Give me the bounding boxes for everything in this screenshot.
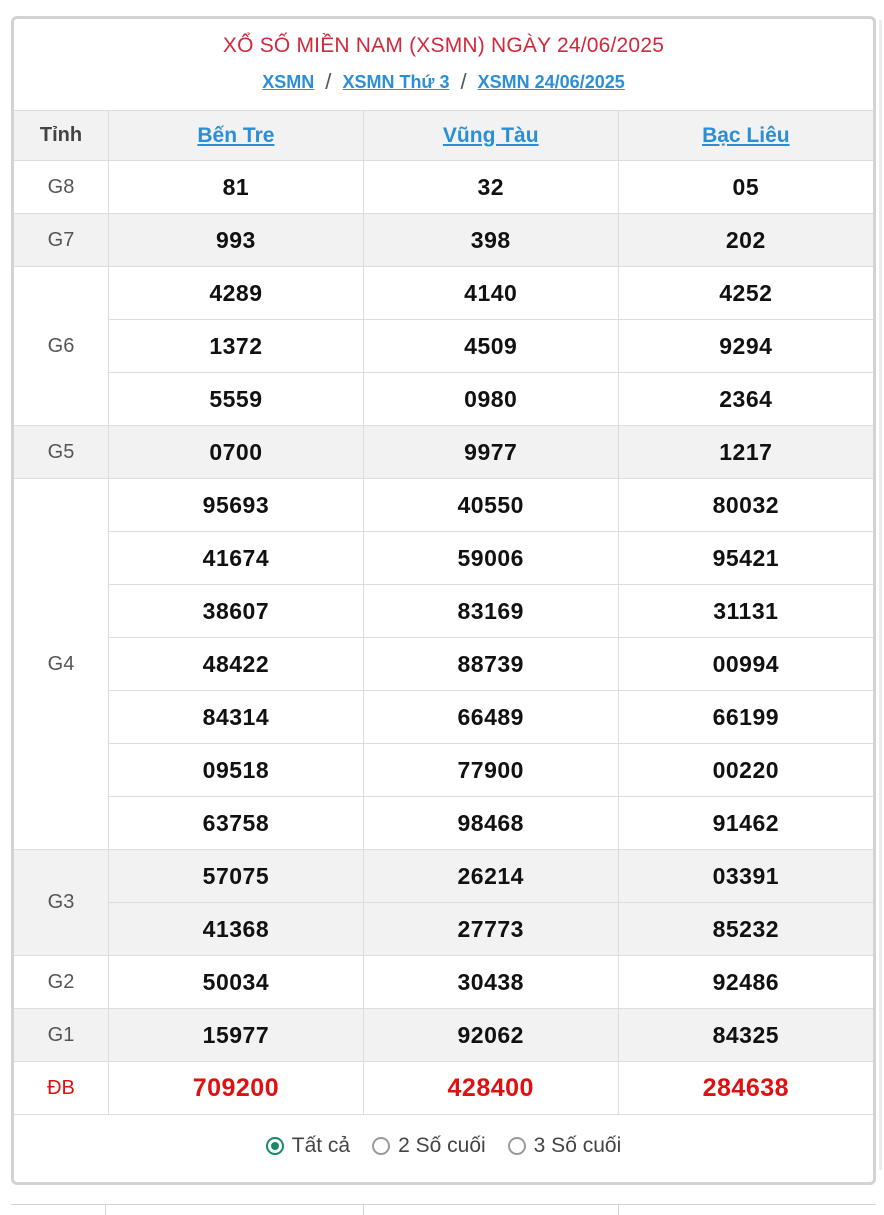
result-number: 92486 (618, 956, 873, 1009)
breadcrumb-link-weekday[interactable]: XSMN Thứ 3 (342, 72, 450, 92)
radio-unchecked-icon[interactable] (372, 1137, 390, 1155)
result-number: 9294 (618, 320, 873, 373)
result-number: 26214 (363, 850, 618, 903)
result-number: 57075 (109, 850, 364, 903)
page-title: XỔ SỐ MIỀN NAM (XSMN) NGÀY 24/06/2025 (222, 34, 665, 57)
results-table (14, 111, 873, 1115)
result-number: 9977 (363, 426, 618, 479)
province-header (618, 111, 873, 161)
table-row (14, 532, 873, 585)
next-table-edge (11, 1204, 876, 1215)
result-number: 41368 (109, 903, 364, 956)
result-number: 03391 (618, 850, 873, 903)
result-number: 91462 (618, 797, 873, 850)
filter-label: 3 Số cuối (533, 1134, 622, 1157)
breadcrumb-separator: / (325, 69, 332, 94)
result-number: 27773 (363, 903, 618, 956)
province-link-vung-tau[interactable]: Vũng Tàu (442, 123, 539, 147)
result-number: 5559 (109, 373, 364, 426)
result-number: 63758 (109, 797, 364, 850)
result-number: 50034 (109, 956, 364, 1009)
result-number: 85232 (618, 903, 873, 956)
digit-filter-group (14, 1115, 873, 1177)
result-number: 40550 (363, 479, 618, 532)
table-row (14, 320, 873, 373)
result-number: 59006 (363, 532, 618, 585)
breadcrumb-separator: / (460, 69, 467, 94)
result-number: 993 (109, 214, 364, 267)
result-number: 84314 (109, 691, 364, 744)
result-number: 428400 (363, 1062, 618, 1115)
filter-option-last-2[interactable] (372, 1134, 486, 1158)
prize-label: G8 (14, 161, 109, 214)
province-link-bac-lieu[interactable]: Bạc Liêu (702, 123, 790, 147)
result-number: 77900 (363, 744, 618, 797)
result-number: 48422 (109, 638, 364, 691)
table-row (14, 956, 873, 1009)
result-number: 09518 (109, 744, 364, 797)
result-number: 05 (618, 161, 873, 214)
table-row (14, 850, 873, 903)
result-number: 4252 (618, 267, 873, 320)
filter-option-all[interactable] (266, 1134, 350, 1158)
result-number: 81 (109, 161, 364, 214)
result-number: 0700 (109, 426, 364, 479)
result-number: 38607 (109, 585, 364, 638)
prize-label: G3 (14, 850, 109, 956)
prize-label: G6 (14, 267, 109, 426)
prize-label: G4 (14, 479, 109, 850)
radio-unchecked-icon[interactable] (508, 1137, 526, 1155)
table-row (14, 638, 873, 691)
divider (618, 1205, 619, 1215)
result-number: 66489 (363, 691, 618, 744)
result-number: 2364 (618, 373, 873, 426)
result-number: 4289 (109, 267, 364, 320)
radio-checked-icon[interactable] (266, 1137, 284, 1155)
result-number: 98468 (363, 797, 618, 850)
table-row (14, 797, 873, 850)
result-number: 1217 (618, 426, 873, 479)
result-number: 398 (363, 214, 618, 267)
result-number: 0980 (363, 373, 618, 426)
result-number: 15977 (109, 1009, 364, 1062)
prize-label: G5 (14, 426, 109, 479)
prize-label: G7 (14, 214, 109, 267)
result-number: 66199 (618, 691, 873, 744)
prize-label: G1 (14, 1009, 109, 1062)
result-number: 84325 (618, 1009, 873, 1062)
result-number: 00994 (618, 638, 873, 691)
table-row (14, 1009, 873, 1062)
result-number: 284638 (618, 1062, 873, 1115)
result-number: 88739 (363, 638, 618, 691)
filter-label: Tất cả (291, 1134, 351, 1157)
result-number: 95693 (109, 479, 364, 532)
result-number: 95421 (618, 532, 873, 585)
table-row (14, 1062, 873, 1115)
prize-label: ĐB (14, 1062, 109, 1115)
table-row (14, 267, 873, 320)
divider (363, 1205, 364, 1215)
results-body (14, 161, 873, 1115)
result-number: 709200 (109, 1062, 364, 1115)
results-header (14, 19, 873, 111)
result-number: 80032 (618, 479, 873, 532)
province-link-ben-tre[interactable]: Bến Tre (197, 123, 275, 147)
province-header (109, 111, 364, 161)
table-row (14, 585, 873, 638)
result-number: 00220 (618, 744, 873, 797)
table-row (14, 426, 873, 479)
table-header-row (14, 111, 873, 161)
prize-label: G2 (14, 956, 109, 1009)
result-number: 202 (618, 214, 873, 267)
table-row (14, 744, 873, 797)
divider (105, 1205, 106, 1215)
breadcrumb-link-xsmn[interactable]: XSMN (262, 72, 315, 92)
result-number: 30438 (363, 956, 618, 1009)
result-number: 31131 (618, 585, 873, 638)
table-row (14, 903, 873, 956)
result-number: 32 (363, 161, 618, 214)
province-header (363, 111, 618, 161)
breadcrumb-link-date[interactable]: XSMN 24/06/2025 (477, 72, 625, 92)
breadcrumb (14, 69, 873, 94)
filter-label: 2 Số cuối (398, 1134, 486, 1157)
result-number: 4140 (363, 267, 618, 320)
results-card (11, 16, 876, 1185)
result-number: 92062 (363, 1009, 618, 1062)
result-number: 1372 (109, 320, 364, 373)
scrollbar-track[interactable] (879, 20, 882, 1170)
filter-option-last-3[interactable] (508, 1134, 622, 1158)
table-row (14, 479, 873, 532)
table-row (14, 373, 873, 426)
result-number: 83169 (363, 585, 618, 638)
result-number: 4509 (363, 320, 618, 373)
table-row (14, 214, 873, 267)
result-number: 41674 (109, 532, 364, 585)
province-column-label: Tỉnh (14, 111, 109, 161)
table-row (14, 691, 873, 744)
table-row (14, 161, 873, 214)
